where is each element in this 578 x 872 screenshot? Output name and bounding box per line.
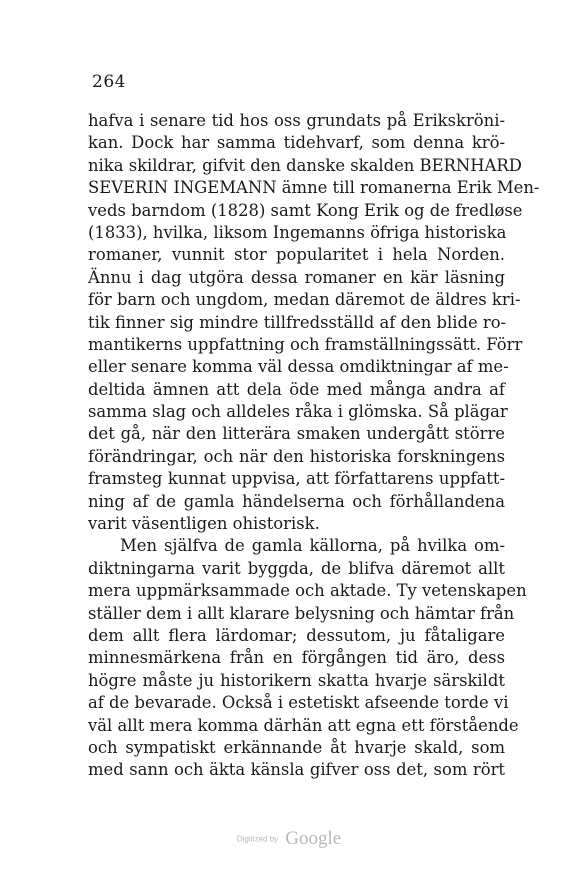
text-line: nika skildrar, gifvit den danske skalden BERNHARD bbox=[88, 155, 522, 175]
text-line: (1833), hvilka, liksom Ingemanns öfriga historiska bbox=[88, 222, 507, 242]
text-line: förändringar, och när den historiska forskningens bbox=[88, 446, 505, 466]
watermark-brand: Google bbox=[285, 828, 342, 849]
text-line: minnesmärkena från en förgången tid äro, dess bbox=[88, 648, 505, 668]
text-line: varit väsentligen ohistorisk. bbox=[88, 514, 320, 534]
text-line: det gå, när den litterära smaken undergått större bbox=[88, 424, 505, 444]
text-line: Men själfva de gamla källorna, på hvilka om- bbox=[120, 536, 505, 556]
text-line: Ännu i dag utgöra dessa romaner en kär läsning bbox=[88, 267, 505, 287]
digitized-watermark bbox=[0, 828, 578, 850]
text-line: högre måste ju historikern skatta hvarje särskildt bbox=[88, 670, 505, 690]
text-line: hafva i senare tid hos oss grundats på Erikskröni- bbox=[88, 111, 505, 130]
text-line: eller senare komma väl dessa omdiktningar af me- bbox=[88, 357, 509, 377]
text-line: kan. Dock har samma tidehvarf, som denna krö- bbox=[88, 133, 505, 153]
text-line: deltida ämnen att dela öde med många andra af bbox=[88, 379, 505, 399]
text-line: mantikerns uppfattning och framställningssätt. Förr bbox=[88, 334, 523, 354]
text-line: diktningarna varit byggda, de blifva däremot allt bbox=[88, 558, 505, 578]
body-text bbox=[88, 110, 540, 782]
text-line: väl allt mera komma därhän att egna ett förstående bbox=[88, 715, 519, 735]
text-line: dem allt flera lärdomar; dessutom, ju fåtaligare bbox=[88, 625, 505, 645]
text-line: mera uppmärksammade och aktade. Ty vetenskapen bbox=[88, 581, 527, 601]
text-line: och sympatiskt erkännande åt hvarje skald, som bbox=[88, 737, 505, 757]
text-line: romaner, vunnit stor popularitet i hela Norden. bbox=[88, 245, 505, 265]
page-number: 264 bbox=[92, 72, 126, 92]
text-line: för barn och ungdom, medan däremot de äldres kri- bbox=[88, 290, 521, 310]
text-line: af de bevarade. Också i estetiskt afseende torde vi bbox=[88, 693, 509, 713]
text-line: ställer dem i allt klarare belysning och hämtar från bbox=[88, 603, 515, 623]
text-line: med sann och äkta känsla gifver oss det, som rört bbox=[88, 760, 505, 780]
watermark-prefix: Digitized by bbox=[236, 834, 279, 844]
text-line: veds barndom (1828) samt Kong Erik og de fredløse bbox=[88, 200, 523, 220]
text-line: SEVERIN INGEMANN ämne till romanerna Erik Men- bbox=[88, 178, 540, 198]
text-line: samma slag och alldeles råka i glömska. Så plägar bbox=[88, 402, 508, 422]
text-line: ning af de gamla händelserna och förhållandena bbox=[88, 491, 505, 511]
text-line: tik finner sig mindre tillfredsställd af den blide ro- bbox=[88, 312, 507, 332]
text-line: framsteg kunnat uppvisa, att författarens uppfatt- bbox=[88, 469, 505, 489]
